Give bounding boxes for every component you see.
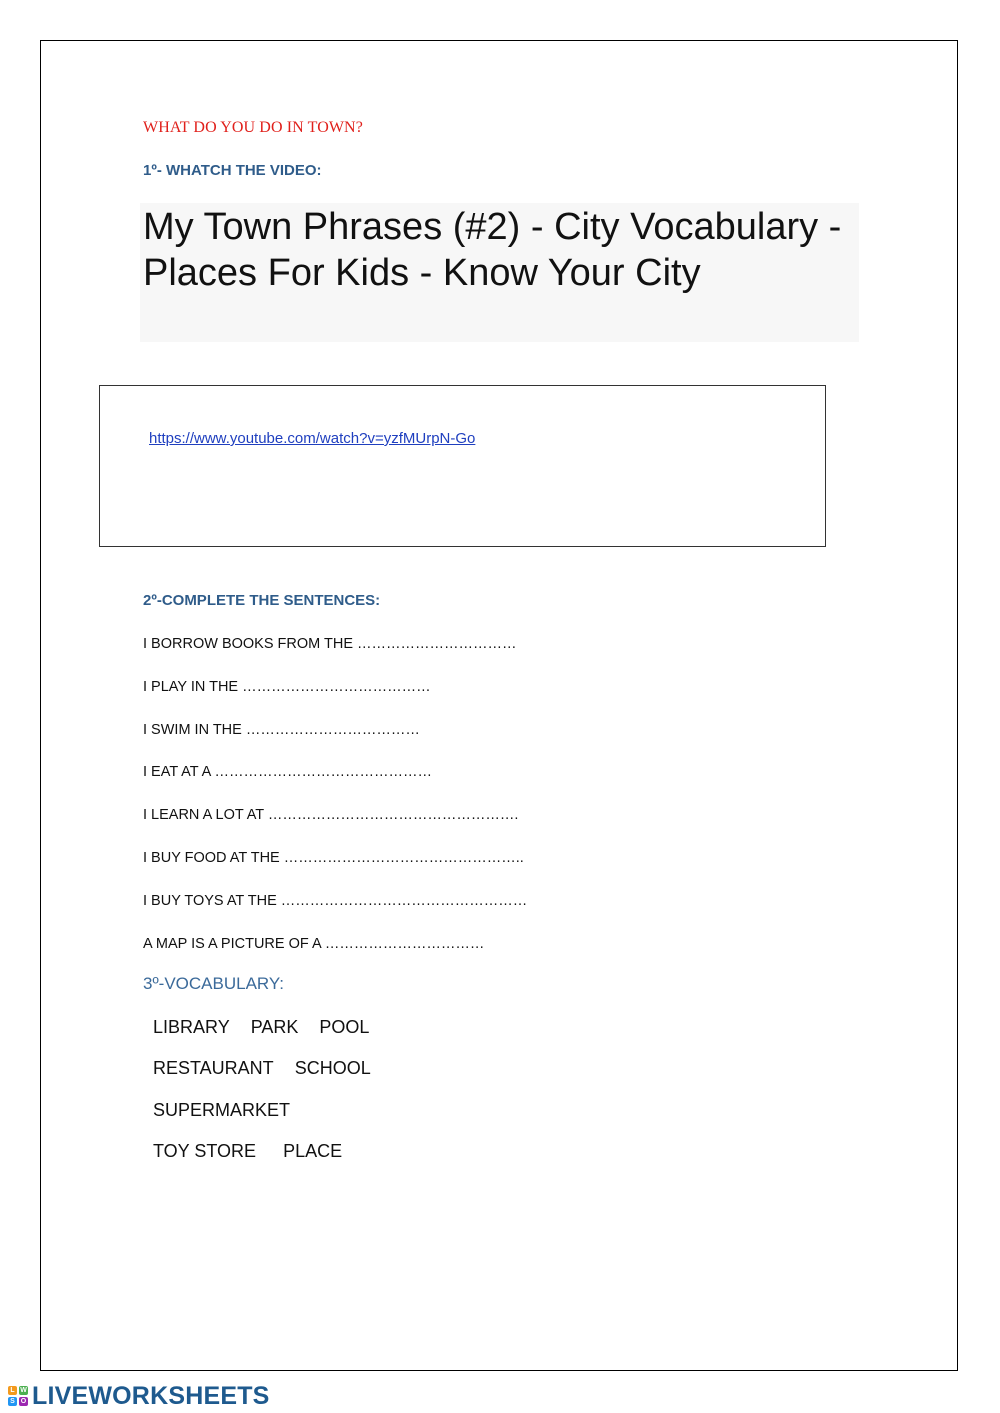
sentence-item: I EAT AT A ………………………………………	[143, 764, 432, 781]
sentence-item: I BUY FOOD AT THE …………………………………………..	[143, 849, 524, 866]
vocabulary-word: RESTAURANT	[153, 1058, 274, 1079]
vocabulary-word: TOY STORE	[153, 1140, 257, 1161]
vocabulary-word: SUPERMARKET	[153, 1099, 291, 1120]
video-link[interactable]: https://www.youtube.com/watch?v=yzfMUrpN-Go	[149, 430, 476, 447]
vocabulary-row	[153, 1098, 371, 1139]
vocabulary-word: POOL	[319, 1017, 370, 1037]
vocabulary-row	[153, 1015, 371, 1056]
logo-block: S	[8, 1397, 17, 1406]
video-title-box	[140, 203, 859, 342]
video-title: My Town Phrases (#2) - City Vocabulary - Places For Kids - Know Your City	[143, 206, 842, 294]
section-3-heading: 3º-VOCABULARY:	[143, 974, 285, 993]
video-link-box	[99, 385, 826, 547]
sentence-item: I SWIM IN THE ………………………………	[143, 721, 420, 738]
sentence-item: I BUY TOYS AT THE ……………………………………………	[143, 892, 528, 909]
liveworksheets-logo	[8, 1381, 270, 1411]
sentence-item: I LEARN A LOT AT …………………………………………….	[143, 807, 519, 824]
logo-block: O	[20, 1398, 27, 1405]
section-2-heading: 2º-COMPLETE THE SENTENCES:	[143, 592, 381, 609]
vocabulary-row	[153, 1056, 371, 1097]
section-1-heading: 1º- WHATCH THE VIDEO:	[143, 162, 322, 179]
sentence-list	[143, 633, 527, 975]
sentence-item: A MAP IS A PICTURE OF A ……………………………	[143, 935, 485, 952]
logo-brand-text: LIVEWORKSHEETS	[32, 1381, 270, 1410]
vocabulary-word: LIBRARY	[153, 1017, 230, 1037]
worksheet-title: WHAT DO YOU DO IN TOWN?	[143, 119, 363, 136]
vocabulary-word: SCHOOL	[294, 1058, 371, 1079]
vocabulary-row	[153, 1139, 371, 1180]
logo-block: W	[20, 1387, 27, 1394]
sentence-item: I BORROW BOOKS FROM THE ……………………………	[143, 636, 517, 652]
vocabulary-word: PARK	[250, 1017, 299, 1037]
vocabulary-word: PLACE	[283, 1140, 343, 1161]
logo-block: L	[8, 1386, 17, 1395]
sentence-item: I PLAY IN THE …………………………………	[143, 678, 431, 695]
logo-blocks-icon	[8, 1386, 28, 1406]
vocabulary-list	[153, 1015, 371, 1180]
